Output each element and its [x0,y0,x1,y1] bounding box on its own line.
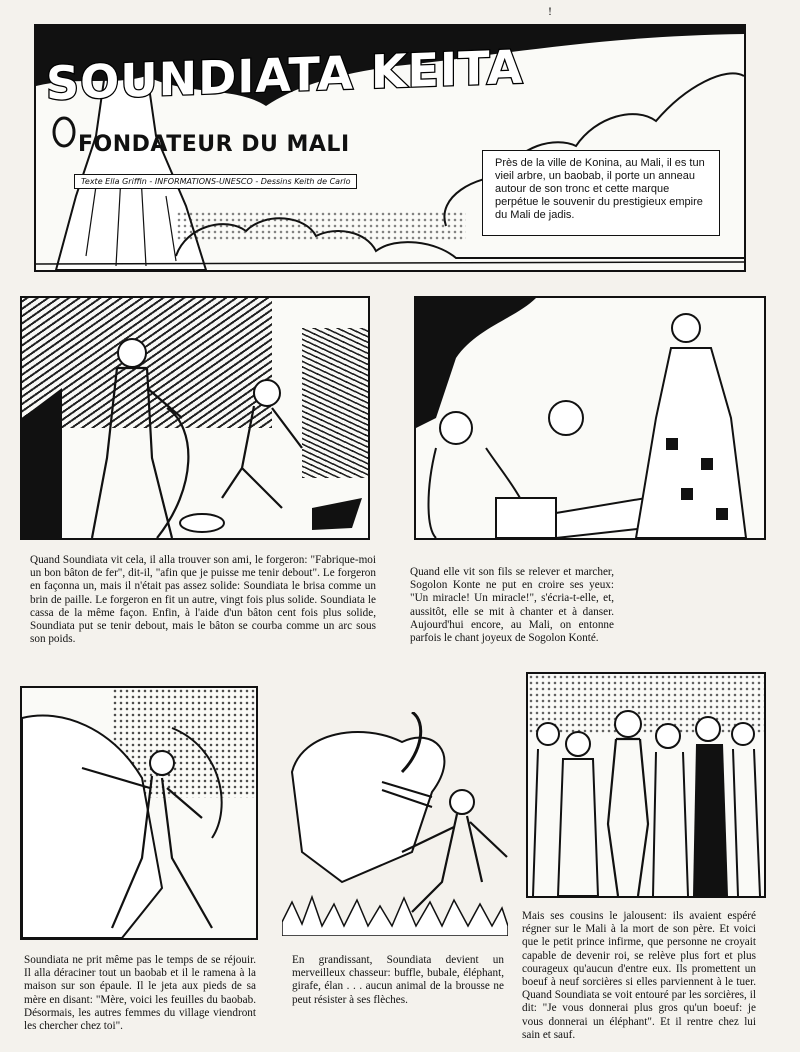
panel-dance [414,296,766,540]
dance-illustration [416,298,764,538]
caption-baobab: Soundiata ne prit même pas le temps de se réjouir. Il alla déraciner tout un baobab et il le ramena à la maison sur son épaule. Il le jeta aux pieds de sa mère en disant: "Mère, voici les feuilles du baobab. Désormais, les autres femmes du village viendront les chercher chez toi". [24,954,256,1033]
page-mark: ! [548,4,552,18]
elephant-illustration [282,712,508,936]
forge-illustration [22,298,368,538]
crowd-illustration [528,674,764,896]
header-banner [34,24,746,272]
panel-crowd [526,672,766,898]
panel-baobab [20,686,258,940]
credits: Texte Ella Griffin - INFORMATIONS-UNESCO - Dessins Keith de Carlo [74,174,357,189]
bush-texture [176,211,466,241]
intro-box: Près de la ville de Konina, au Mali, il es tun vieil arbre, un baobab, il porte un anneau autour de son tronc et cette marque perpétue le souvenir du prestigieux empire du Mali de jadis. [482,150,720,236]
baobab-illustration [22,688,256,938]
panel-forge [20,296,370,540]
page-title: SOUNDIATA KEITA [46,39,524,111]
caption-crowd: Mais ses cousins le jalousent: ils avaient espéré régner sur le Mali à la mort de son père. Et voici que le petit prince infirme, que personne ne croyait capable de devenir roi, se relève plus fort et plus courageux qu'aucun d'entre eux. Ils promettent un boeuf à neuf sorcières si elles parviennent à le tuer. Quand Soundiata se voit entouré par les sorcières, il dit: "Je vous donnerai plus gros qu'un boeuf: je vous donnerai un éléphant". Et il rentre chez lui sain et sauf. [522,910,756,1041]
panel-elephant [282,712,508,936]
caption-forge: Quand Soundiata vit cela, il alla trouver son ami, le forgeron: "Fabrique-moi un bon bâton de fer", dit-il, "afin que je puisse me tenir debout". Le forgeron en façonna un, mais il n'était pas assez solide: Soundiata le brisa comme un brin de paille. Le forgeron en fit un autre, vingt fois plus solide. Soundiata le cassa de la même façon. Enfin, à l'aide d'un bâton cent fois plus solide, Soundiata put se tenir debout, mais le bâton se courba comme un arc sous son poids. [30,554,376,646]
caption-dance: Quand elle vit son fils se relever et marcher, Sogolon Konte ne put en croire ses yeux: "Un miracle! Un miracle!", s'écria-t-elle, et, aussitôt, elle se mit à chanter et à danser. Aujourd'hui encore, au Mali, on entonne parfois le chant joyeux de Sogolon Konté. [410,566,614,645]
caption-elephant: En grandissant, Soundiata devient un merveilleux chasseur: buffle, bubale, éléphant, girafe, élan . . . aucun animal de la brousse ne peut résister à ses flèches. [292,954,504,1006]
page-subtitle: FONDATEUR DU MALI [78,132,350,157]
